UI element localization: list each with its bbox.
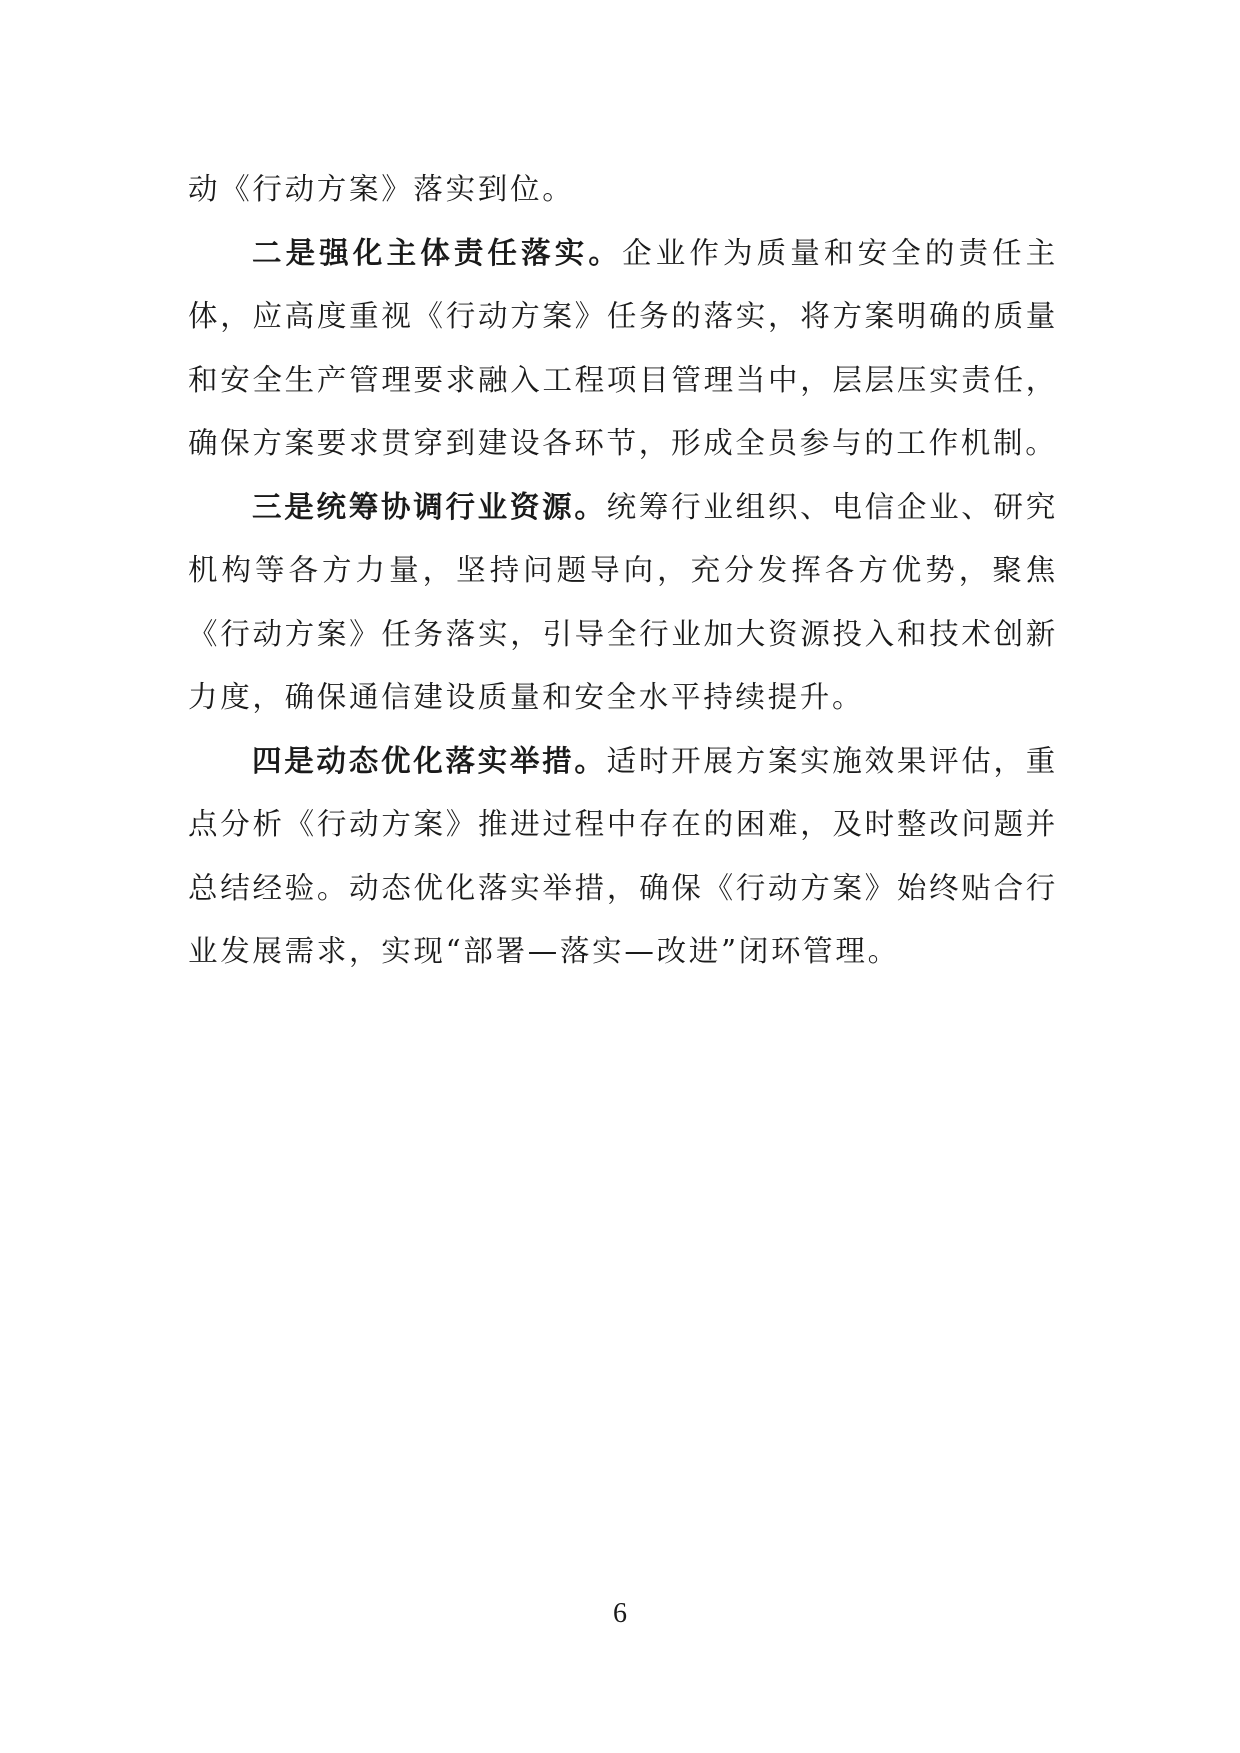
paragraph-4 <box>188 730 1058 984</box>
paragraph-body: 统筹行业组织、电信企业、研究机构等各方力量，坚持问题导向，充分发挥各方优势，聚焦《行动方案》任务落实，引导全行业加大资源投入和技术创新力度，确保通信建设质量和安全水平持续提升。 <box>188 489 1058 714</box>
body-text <box>188 158 1058 984</box>
paragraph-2 <box>188 222 1058 476</box>
paragraph-lead: 四是动态优化落实举措。 <box>252 743 607 778</box>
paragraph-lead: 二是强化主体责任落实。 <box>252 235 623 270</box>
paragraph-body: 适时开展方案实施效果评估，重点分析《行动方案》推进过程中存在的困难，及时整改问题并总结经验。动态优化落实举措，确保《行动方案》始终贴合行业发展需求，实现“部署—落实—改进”闭环管理。 <box>188 743 1058 968</box>
paragraph-3 <box>188 476 1058 730</box>
page-number: 6 <box>613 1598 627 1629</box>
paragraph-continuation <box>188 158 1058 222</box>
paragraph-lead: 三是统筹协调行业资源。 <box>252 489 607 524</box>
paragraph-body: 动《行动方案》落实到位。 <box>188 172 575 206</box>
paragraph-body: 企业作为质量和安全的责任主体，应高度重视《行动方案》任务的落实，将方案明确的质量和安全生产管理要求融入工程项目管理当中，层层压实责任，确保方案要求贯穿到建设各环节，形成全员参与的工作机制。 <box>188 235 1058 460</box>
